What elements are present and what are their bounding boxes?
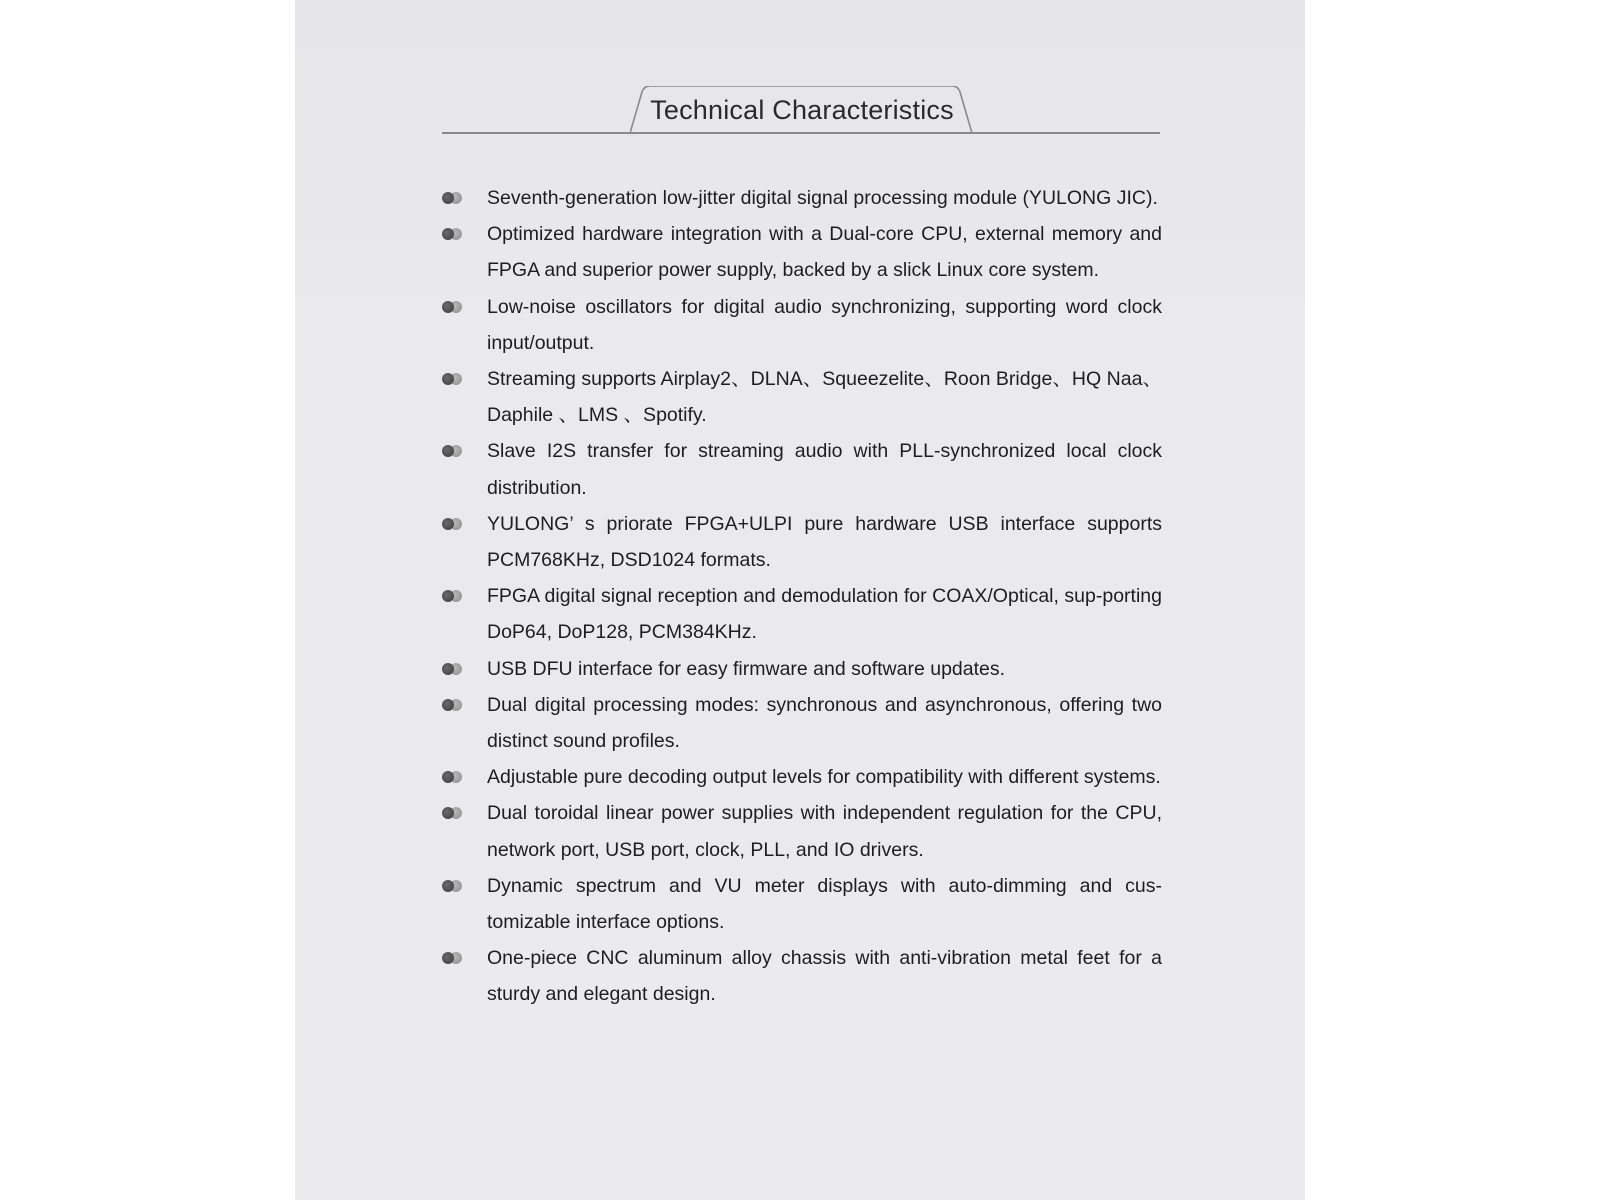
bullet-icon bbox=[442, 518, 464, 530]
feature-text: Dynamic spectrum and VU meter displays with auto-dimming and cus-tomizable interface options. bbox=[487, 874, 1162, 934]
list-item bbox=[442, 940, 1162, 1012]
header-tab bbox=[630, 86, 974, 132]
list-item bbox=[442, 506, 1162, 578]
list-item bbox=[442, 759, 1162, 795]
bullet-icon bbox=[442, 952, 464, 964]
list-item bbox=[442, 578, 1162, 650]
feature-text: FPGA digital signal reception and demodulation for COAX/Optical, sup-porting DoP64, DoP128, PCM384KHz. bbox=[487, 585, 1162, 644]
feature-text: Adjustable pure decoding output levels for compatibility with different systems. bbox=[487, 766, 1161, 789]
bullet-icon bbox=[442, 445, 464, 457]
bullet-icon bbox=[442, 699, 464, 711]
bullet-icon bbox=[442, 880, 464, 892]
feature-list bbox=[442, 180, 1162, 1013]
feature-text: Seventh-generation low-jitter digital signal processing module (YULONG JIC). bbox=[487, 187, 1158, 209]
bullet-icon bbox=[442, 590, 464, 602]
bullet-icon bbox=[442, 192, 464, 204]
list-item bbox=[442, 216, 1162, 288]
feature-text: Streaming supports Airplay2、DLNA、Squeezelite、Roon Bridge、HQ Naa、Daphile 、LMS 、Spotify. bbox=[487, 368, 1162, 427]
feature-text: USB DFU interface for easy firmware and software updates. bbox=[487, 657, 1006, 680]
content-panel bbox=[295, 0, 1305, 1200]
feature-text: YULONG’ s priorate FPGA+ULPI pure hardware USB interface supports PCM768KHz, DSD1024 formats. bbox=[487, 512, 1162, 572]
feature-text: One-piece CNC aluminum alloy chassis with anti-vibration metal feet for a sturdy and elegant design. bbox=[487, 947, 1162, 1006]
list-item bbox=[442, 795, 1162, 867]
bullet-icon bbox=[442, 373, 464, 385]
feature-text: Optimized hardware integration with a Dual-core CPU, external memory and FPGA and superior power supply, backed by a slick Linux core system. bbox=[487, 223, 1162, 282]
bullet-icon bbox=[442, 228, 464, 240]
list-item bbox=[442, 180, 1162, 216]
list-item bbox=[442, 687, 1162, 759]
bullet-icon bbox=[442, 663, 464, 675]
section-header bbox=[442, 86, 1160, 134]
bullet-icon bbox=[442, 771, 464, 783]
feature-text: Dual digital processing modes: synchronous and asynchronous, offering two distinct sound profiles. bbox=[487, 693, 1162, 753]
list-item bbox=[442, 433, 1162, 505]
list-item bbox=[442, 361, 1162, 433]
feature-text: Slave I2S transfer for streaming audio with PLL-synchronized local clock distribution. bbox=[487, 440, 1162, 499]
page-title: Technical Characteristics bbox=[650, 95, 954, 125]
bullet-icon bbox=[442, 807, 464, 819]
feature-text: Low-noise oscillators for digital audio synchronizing, supporting word clock input/output. bbox=[487, 295, 1162, 354]
list-item bbox=[442, 651, 1162, 687]
feature-text: Dual toroidal linear power supplies with independent regulation for the CPU, network port, USB port, clock, PLL, and IO drivers. bbox=[487, 802, 1162, 861]
bullet-icon bbox=[442, 301, 464, 313]
list-item bbox=[442, 868, 1162, 940]
list-item bbox=[442, 289, 1162, 361]
